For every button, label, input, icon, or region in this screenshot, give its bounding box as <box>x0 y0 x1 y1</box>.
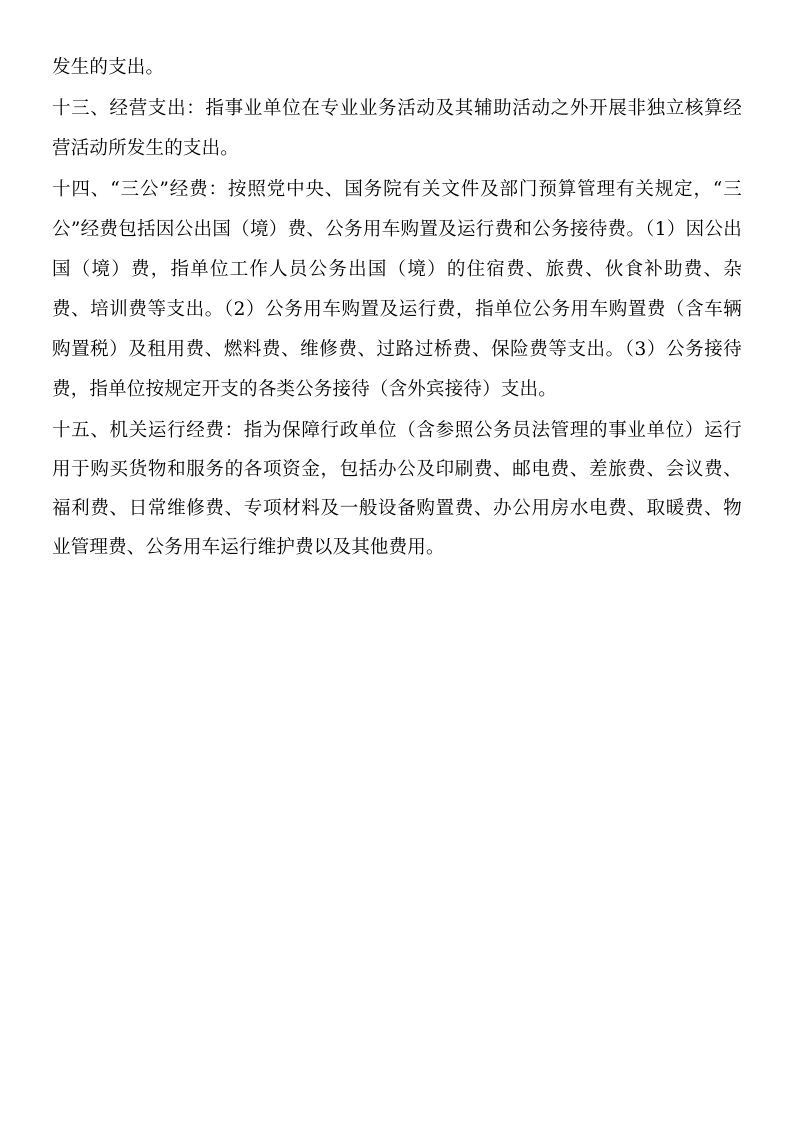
paragraph-item-15: 十五、机关运行经费：指为保障行政单位（含参照公务员法管理的事业单位）运行用于购买货物和服务的各项资金，包括办公及印刷费、邮电费、差旅费、会议费、福利费、日常维修费、专项材料及一般设备购置费、办公用房水电费、取暖费、物业管理费、公务用车运行维护费以及其他费用。 <box>52 420 742 558</box>
paragraph-continuation: 发生的支出。 <box>52 57 165 78</box>
paragraph-item-13: 十三、经营支出：指事业单位在专业业务活动及其辅助活动之外开展非独立核算经营活动所发生的支出。 <box>52 98 742 159</box>
paragraph-item-14: 十四、“三公”经费：按照党中央、国务院有关文件及部门预算管理有关规定，“三公”经费包括因公出国（境）费、公务用车购置及运行费和公务接待费。（1）因公出国（境）费，指单位工作人员公务出国（境）的住宿费、旅费、伙食补助费、杂费、培训费等支出。（2）公务用车购置及运行费，指单位公务用车购置费（含车辆购置税）及租用费、燃料费、维修费、过路过桥费、保险费等支出。（3）公务接待费，指单位按规定开支的各类公务接待（含外宾接待）支出。 <box>52 179 742 400</box>
document-body <box>52 48 742 567</box>
